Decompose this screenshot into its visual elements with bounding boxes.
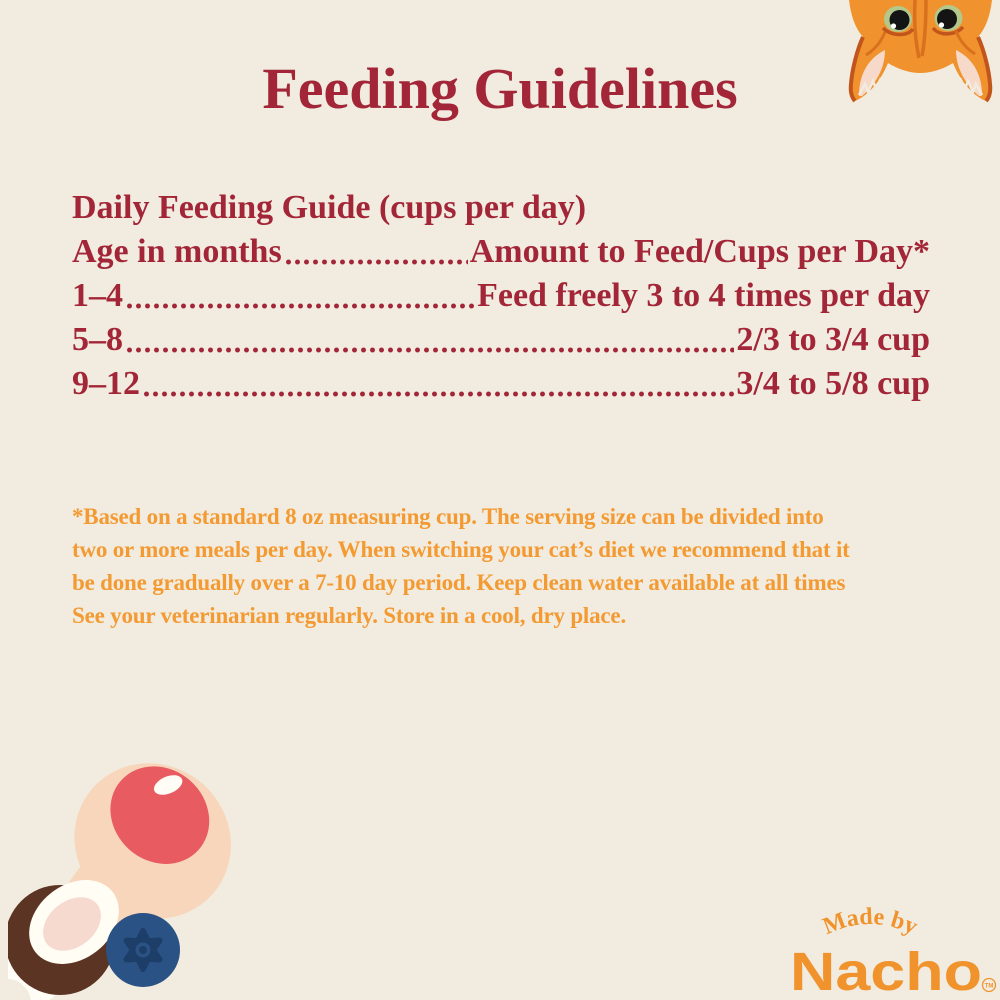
footnote <box>72 500 850 632</box>
table-row <box>72 362 930 406</box>
logo-tagline: Made by <box>819 903 922 941</box>
svg-text:Made by <box>819 904 921 940</box>
amount-value: 2/3 to 3/4 cup <box>736 321 930 358</box>
logo-brand: Nacho <box>790 942 982 998</box>
age-column-header: Age in months <box>72 233 282 270</box>
dot-leader <box>142 362 734 406</box>
footnote-line: two or more meals per day. When switching your cat’s diet we recommend that it <box>72 537 850 562</box>
food-illustration <box>8 752 318 1000</box>
dot-leader <box>284 230 468 274</box>
dot-leader <box>125 274 475 318</box>
table-row <box>72 318 930 362</box>
footnote-line: See your veterinarian regularly. Store in a cool, dry place. <box>72 603 626 628</box>
blueberry-icon <box>106 913 180 987</box>
age-value: 1–4 <box>72 277 123 314</box>
age-value: 5–8 <box>72 321 123 358</box>
feeding-guide-table <box>72 186 930 406</box>
table-heading: Daily Feeding Guide (cups per day) <box>72 189 587 226</box>
age-value: 9–12 <box>72 365 140 402</box>
footnote-line: be done gradually over a 7-10 day period. Keep clean water available at all times <box>72 570 846 595</box>
page-title: Feeding Guidelines <box>262 56 738 121</box>
table-row-header <box>72 230 930 274</box>
dot-leader <box>125 318 734 362</box>
amount-column-header: Amount to Feed/Cups per Day* <box>469 233 930 270</box>
amount-value: Feed freely 3 to 4 times per day <box>477 277 930 314</box>
footnote-line: *Based on a standard 8 oz measuring cup. The serving size can be divided into <box>72 504 824 529</box>
amount-value: 3/4 to 5/8 cup <box>736 365 930 402</box>
table-row <box>72 274 930 318</box>
made-by-nacho-logo <box>783 893 998 998</box>
trademark-symbol: TM <box>984 983 994 990</box>
